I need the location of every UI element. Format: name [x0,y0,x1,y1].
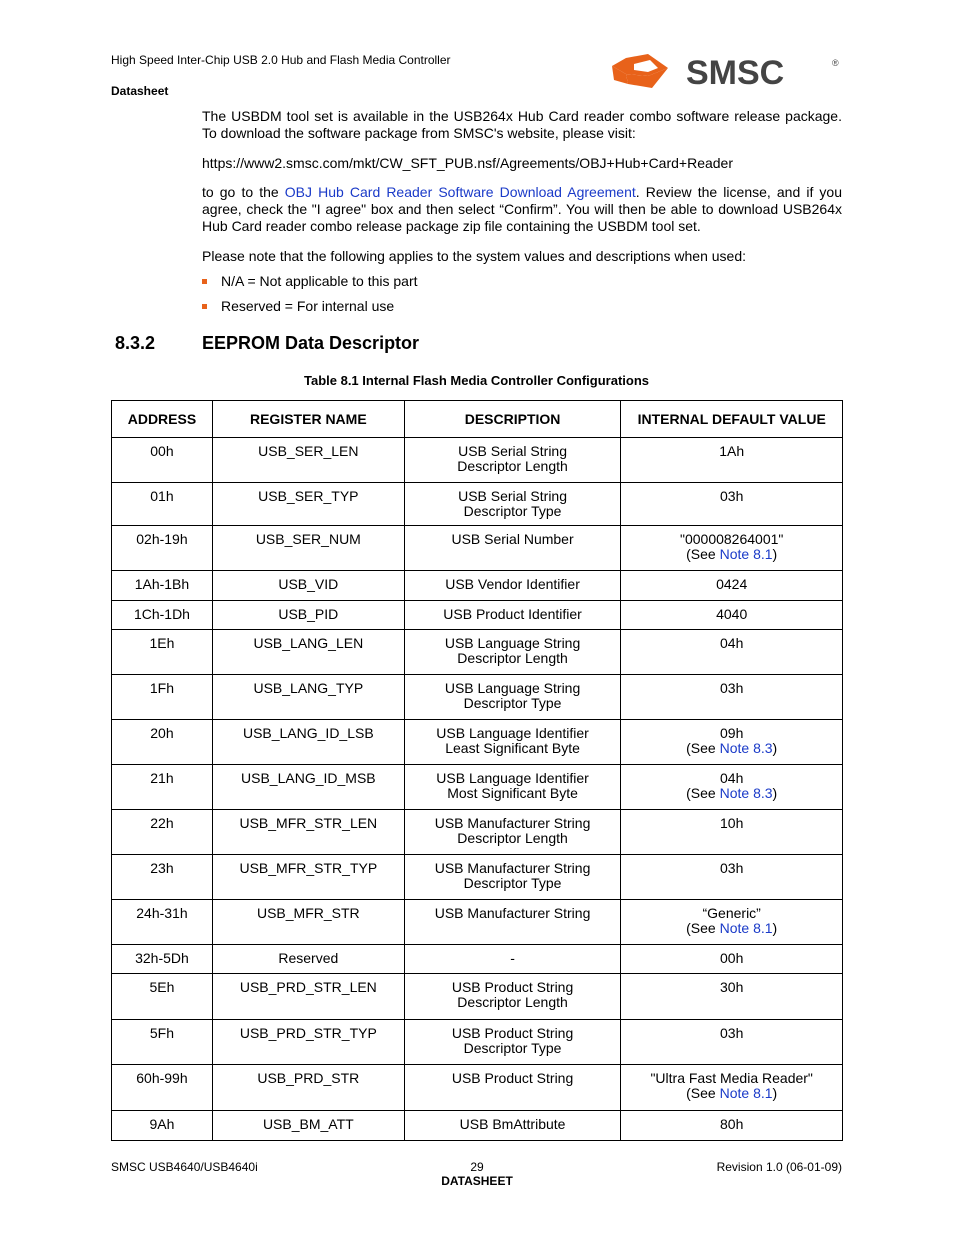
cell-default-value [621,900,843,945]
table-row [112,945,843,974]
default-value-text: 30h [720,979,744,995]
default-value-text: “Generic” [702,905,761,921]
cell-address: 02h-19h [112,526,213,571]
cell-description [404,571,621,601]
default-value-text: 80h [720,1116,744,1132]
cell-register-name: USB_MFR_STR [212,900,404,945]
cell-default-value [621,1065,843,1111]
cell-address: 20h [112,720,213,765]
description-line: USB Product String [451,1025,574,1041]
note-link[interactable]: Note 8.1 [719,920,773,936]
cell-description [404,974,621,1020]
cell-address: 5Eh [112,974,213,1020]
table-row [112,483,843,526]
table-row [112,1111,843,1141]
bullet-square-icon [202,279,207,284]
cell-default-value [621,855,843,900]
table-row [112,438,843,483]
table-row [112,601,843,630]
logo-wordmark: SMSC [686,54,785,92]
note-link[interactable]: Note 8.3 [719,785,773,801]
cell-address: 01h [112,483,213,526]
description-line: USB Language String [444,680,581,696]
description-line: - [510,950,515,966]
default-value-text: 03h [720,488,744,504]
description-line: Descriptor Type [463,875,562,891]
description-line: USB Product String [451,1070,574,1086]
cell-description [404,720,621,765]
cell-address: 32h-5Dh [112,945,213,974]
default-value-text: 10h [720,815,744,831]
download-url: https://www2.smsc.com/mkt/CW_SFT_PUB.nsf/Agreements/OBJ+Hub+Card+Reader [202,155,734,171]
description-line: USB Language Identifier [436,770,589,786]
description-line: Most Significant Byte [447,785,578,801]
default-value-text: 09h [720,725,744,741]
cell-register-name: Reserved [212,945,404,974]
table-row [112,1020,843,1065]
note-link[interactable]: Note 8.3 [719,740,773,756]
description-line: Descriptor Type [463,1040,562,1056]
note-reference: (See Note 8.1) [686,920,778,936]
cell-default-value [621,945,843,974]
document-header-title: High Speed Inter-Chip USB 2.0 Hub and Flash Media Controller [111,53,451,67]
bullet-item: N/A = Not applicable to this part [202,273,418,290]
default-value-text: 4040 [716,606,748,622]
configuration-table [111,400,843,1141]
cell-address: 00h [112,438,213,483]
section-title: EEPROM Data Descriptor [202,333,420,353]
cell-default-value [621,810,843,855]
cell-description [404,855,621,900]
table-row [112,630,843,675]
cell-description [404,630,621,675]
cell-default-value [621,438,843,483]
default-value-text: 03h [720,680,744,696]
description-line: Descriptor Type [463,695,562,711]
intro-paragraph: The USBDM tool set is available in the USB264x Hub Card reader combo software release package. To download the software package from SMSC's website, please visit: [202,108,842,141]
note-reference: (See Note 8.1) [686,1085,778,1101]
cell-register-name: USB_PRD_STR [212,1065,404,1111]
note-reference: (See Note 8.3) [686,785,778,801]
cell-default-value [621,630,843,675]
cell-register-name: USB_LANG_LEN [212,630,404,675]
cell-register-name: USB_MFR_STR_TYP [212,855,404,900]
default-value-text: 04h [720,770,744,786]
table-row [112,900,843,945]
default-value-text: 0424 [716,576,748,592]
page-number: 29 [470,1160,484,1174]
cell-address: 1Ah-1Bh [112,571,213,601]
default-value-text: 00h [720,950,744,966]
cell-description [404,601,621,630]
cell-description [404,810,621,855]
description-line: Descriptor Length [457,830,568,846]
cell-register-name: USB_PID [212,601,404,630]
cell-address: 21h [112,765,213,810]
cell-address: 60h-99h [112,1065,213,1111]
document-header-subtitle: Datasheet [111,84,169,98]
section-number: 8.3.2 [115,333,156,353]
default-value-text: 03h [720,860,744,876]
description-line: Descriptor Length [457,994,568,1010]
note-reference: (See Note 8.1) [686,546,778,562]
cell-register-name: USB_SER_LEN [212,438,404,483]
column-header-description: DESCRIPTION [404,401,621,438]
description-line: USB Manufacturer String [434,905,591,921]
default-value-text: "Ultra Fast Media Reader" [650,1070,813,1086]
cell-description [404,1111,621,1141]
table-row [112,810,843,855]
column-header-address: ADDRESS [112,401,213,438]
cell-address: 22h [112,810,213,855]
cell-description [404,765,621,810]
note-reference: (See Note 8.3) [686,740,778,756]
cell-address: 1Fh [112,675,213,720]
default-value-text: 1Ah [719,443,745,459]
cell-address: 24h-31h [112,900,213,945]
cell-default-value [621,720,843,765]
footer-datasheet-label: DATASHEET [441,1174,513,1188]
cell-default-value [621,974,843,1020]
cell-default-value [621,1020,843,1065]
description-line: USB Language Identifier [436,725,589,741]
cell-address: 1Eh [112,630,213,675]
description-line: Descriptor Length [457,650,568,666]
cell-default-value [621,526,843,571]
table-row [112,526,843,571]
table-row [112,855,843,900]
cell-address: 5Fh [112,1020,213,1065]
cell-default-value [621,601,843,630]
bullet-square-icon [202,304,207,309]
cell-description [404,945,621,974]
table-header-row [112,401,843,438]
cell-description [404,900,621,945]
cell-default-value [621,765,843,810]
cell-description [404,438,621,483]
cell-register-name: USB_PRD_STR_TYP [212,1020,404,1065]
note-paragraph: Please note that the following applies to the system values and descriptions when used: [202,248,746,264]
description-line: USB Vendor Identifier [445,576,580,592]
description-line: USB Serial Number [451,531,574,547]
cell-default-value [621,675,843,720]
note-link[interactable]: Note 8.1 [719,546,773,562]
cell-default-value [621,1111,843,1141]
registered-mark: ® [832,58,839,68]
cell-default-value [621,483,843,526]
cell-register-name: USB_LANG_TYP [212,675,404,720]
column-header-default-value: INTERNAL DEFAULT VALUE [621,401,843,438]
description-line: USB Product Identifier [443,606,582,622]
table-row [112,720,843,765]
bullet-item: Reserved = For internal use [202,298,394,315]
cell-description [404,483,621,526]
smsc-logo [610,54,840,96]
cell-description [404,1020,621,1065]
table-row [112,765,843,810]
description-line: Descriptor Type [463,503,562,519]
table-row [112,571,843,601]
cell-register-name: USB_BM_ATT [212,1111,404,1141]
description-line: Descriptor Length [457,458,568,474]
cell-default-value [621,571,843,601]
description-line: USB BmAttribute [459,1116,566,1132]
column-header-register-name: REGISTER NAME [212,401,404,438]
footer-revision: Revision 1.0 (06-01-09) [716,1160,842,1174]
agreement-link[interactable]: OBJ Hub Card Reader Software Download Agreement [284,184,636,200]
footer-part-number: SMSC USB4640/USB4640i [111,1160,258,1174]
cell-register-name: USB_VID [212,571,404,601]
cell-register-name: USB_PRD_STR_LEN [212,974,404,1020]
cell-description [404,526,621,571]
table-row [112,974,843,1020]
cell-address: 9Ah [112,1111,213,1141]
note-link[interactable]: Note 8.1 [719,1085,773,1101]
cell-register-name: USB_SER_NUM [212,526,404,571]
cell-register-name: USB_LANG_ID_MSB [212,765,404,810]
table-caption: Table 8.1 Internal Flash Media Controller Configurations [303,373,650,388]
description-line: USB Serial String [458,488,568,504]
description-line: USB Product String [451,979,574,995]
table-row [112,1065,843,1111]
description-line: USB Serial String [458,443,568,459]
description-line: USB Manufacturer String [434,860,591,876]
description-line: USB Manufacturer String [434,815,591,831]
cell-register-name: USB_SER_TYP [212,483,404,526]
default-value-text: "000008264001" [679,531,784,547]
cell-address: 23h [112,855,213,900]
default-value-text: 03h [720,1025,744,1041]
agreement-paragraph: to go to the OBJ Hub Card Reader Software Download Agreement. Review the license, and if you agree, check the "I agree" box and then select “Confirm”. You will then be able to download USB264x Hub Card reader combo release package zip file containing the USBDM tool set. [202,184,842,234]
default-value-text: 04h [720,635,744,651]
cell-address: 1Ch-1Dh [112,601,213,630]
description-line: Least Significant Byte [445,740,580,756]
description-line: USB Language String [444,635,581,651]
cell-register-name: USB_LANG_ID_LSB [212,720,404,765]
cell-register-name: USB_MFR_STR_LEN [212,810,404,855]
cell-description [404,675,621,720]
footer-center [427,1160,527,1188]
logo-mark-icon [612,54,668,88]
cell-description [404,1065,621,1111]
table-row [112,675,843,720]
